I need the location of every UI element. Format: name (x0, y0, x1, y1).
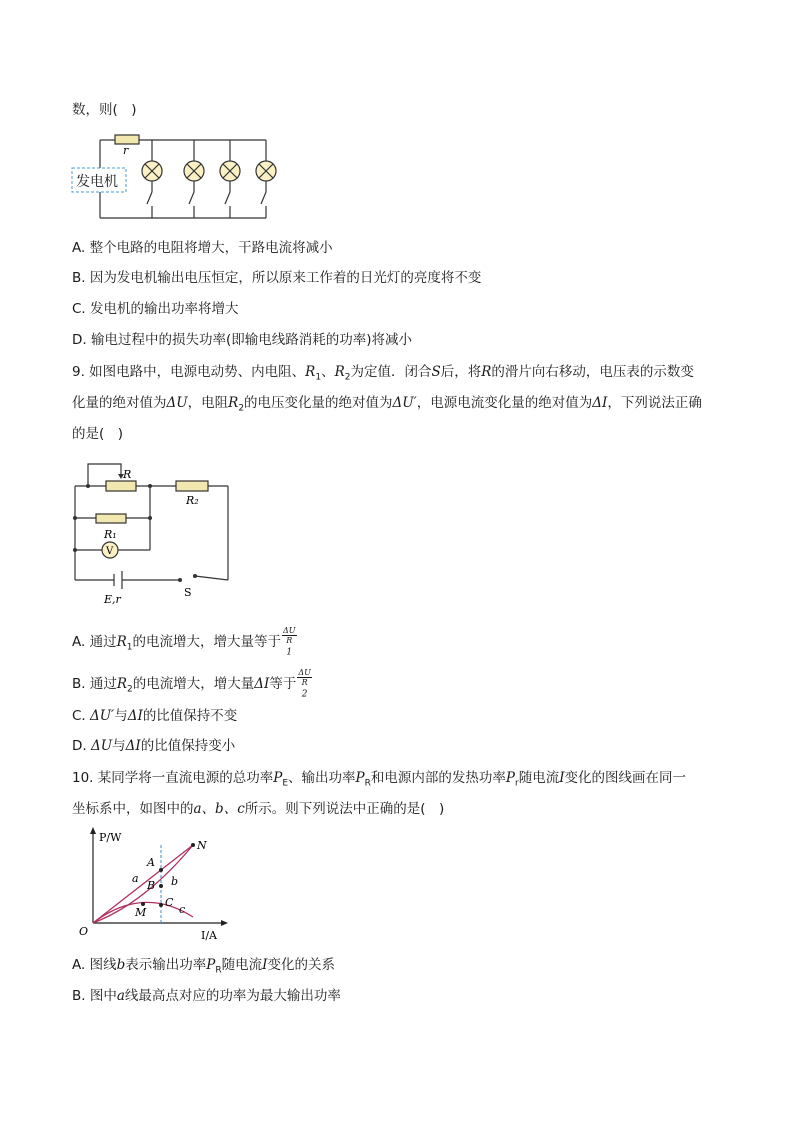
curve-b: b (171, 875, 179, 888)
voltmeter-label: V (106, 546, 114, 557)
q8-option-d: D. 输电过程中的损失功率(即输电线路消耗的功率)将减小 (72, 332, 413, 348)
generator-label: 发电机 (76, 174, 118, 190)
q9-circuit-diagram (70, 458, 240, 608)
q9-option-a: A. 通过$R_1$的电流增大，增大量等于 ΔU R $_1$ (72, 626, 296, 658)
q9-stem-line3: 的是( ) (72, 426, 124, 442)
q8-stem-tail: 数，则( ) (72, 102, 137, 118)
curve-a: a (132, 872, 139, 885)
q8-circuit-diagram (70, 130, 290, 220)
q10-stem-line1: 10. 某同学将一直流电源的总功率$P_E$、输出功率$P_R$和电源内部的发热功率$P_r$随电流I变化的图线画在同一 (72, 770, 687, 789)
switch-icon (261, 192, 266, 204)
graph-y-label: P/W (99, 831, 122, 844)
q9-label-R: R (123, 468, 132, 481)
q9-option-b: B. 通过$R_2$的电流增大，增大量ΔI等于 ΔU R $_2$ (72, 668, 311, 700)
q9-option-c: C. ΔU′与ΔI的比值保持不变 (72, 708, 238, 724)
q8-option-a: A. 整个电路的电阻将增大，干路电流将减小 (72, 240, 333, 256)
graph-origin: O (79, 925, 89, 938)
q10-power-graph (75, 825, 245, 945)
q9-option-d: D. ΔU与ΔI的比值保持变小 (72, 738, 236, 754)
q9-stem-line1: 9. 如图电路中，电源电动势、内电阻、$R_1$、$R_2$为定值．闭合S后，将R的滑片向右移动，电压表的示数变 (72, 364, 694, 383)
graph-x-label: I/A (201, 929, 217, 942)
q10-option-a: A. 图线b表示输出功率$P_R$随电流I变化的关系 (72, 957, 335, 976)
q9-label-S: S (184, 586, 192, 599)
point-N: N (197, 839, 207, 852)
q10-stem-line2: 坐标系中，如图中的a、b、c所示。则下列说法中正确的是( ) (72, 801, 445, 817)
q9-label-R1: R₁ (104, 528, 117, 541)
switch-icon (225, 192, 230, 204)
q8-option-b: B. 因为发电机输出电压恒定，所以原来工作着的日光灯的亮度将不变 (72, 270, 482, 286)
curve-c: c (179, 903, 186, 916)
q9-label-R2: R₂ (186, 494, 199, 507)
q9-stem-line2: 化量的绝对值为ΔU，电阻$R_2$的电压变化量的绝对值为ΔU′，电源电流变化量的绝对值为ΔI，下列说法正确 (72, 395, 702, 414)
q8-option-c: C. 发电机的输出功率将增大 (72, 301, 239, 317)
q9-label-Er: E,r (104, 593, 121, 606)
point-B: B (147, 879, 156, 892)
point-C: C (165, 896, 174, 909)
switch-icon (189, 192, 194, 204)
point-A: A (147, 856, 155, 869)
switch-icon (147, 192, 152, 204)
resistor-r-label: r (123, 144, 129, 157)
q10-option-b: B. 图中a线最高点对应的功率为最大输出功率 (72, 988, 341, 1004)
point-M: M (135, 906, 147, 919)
